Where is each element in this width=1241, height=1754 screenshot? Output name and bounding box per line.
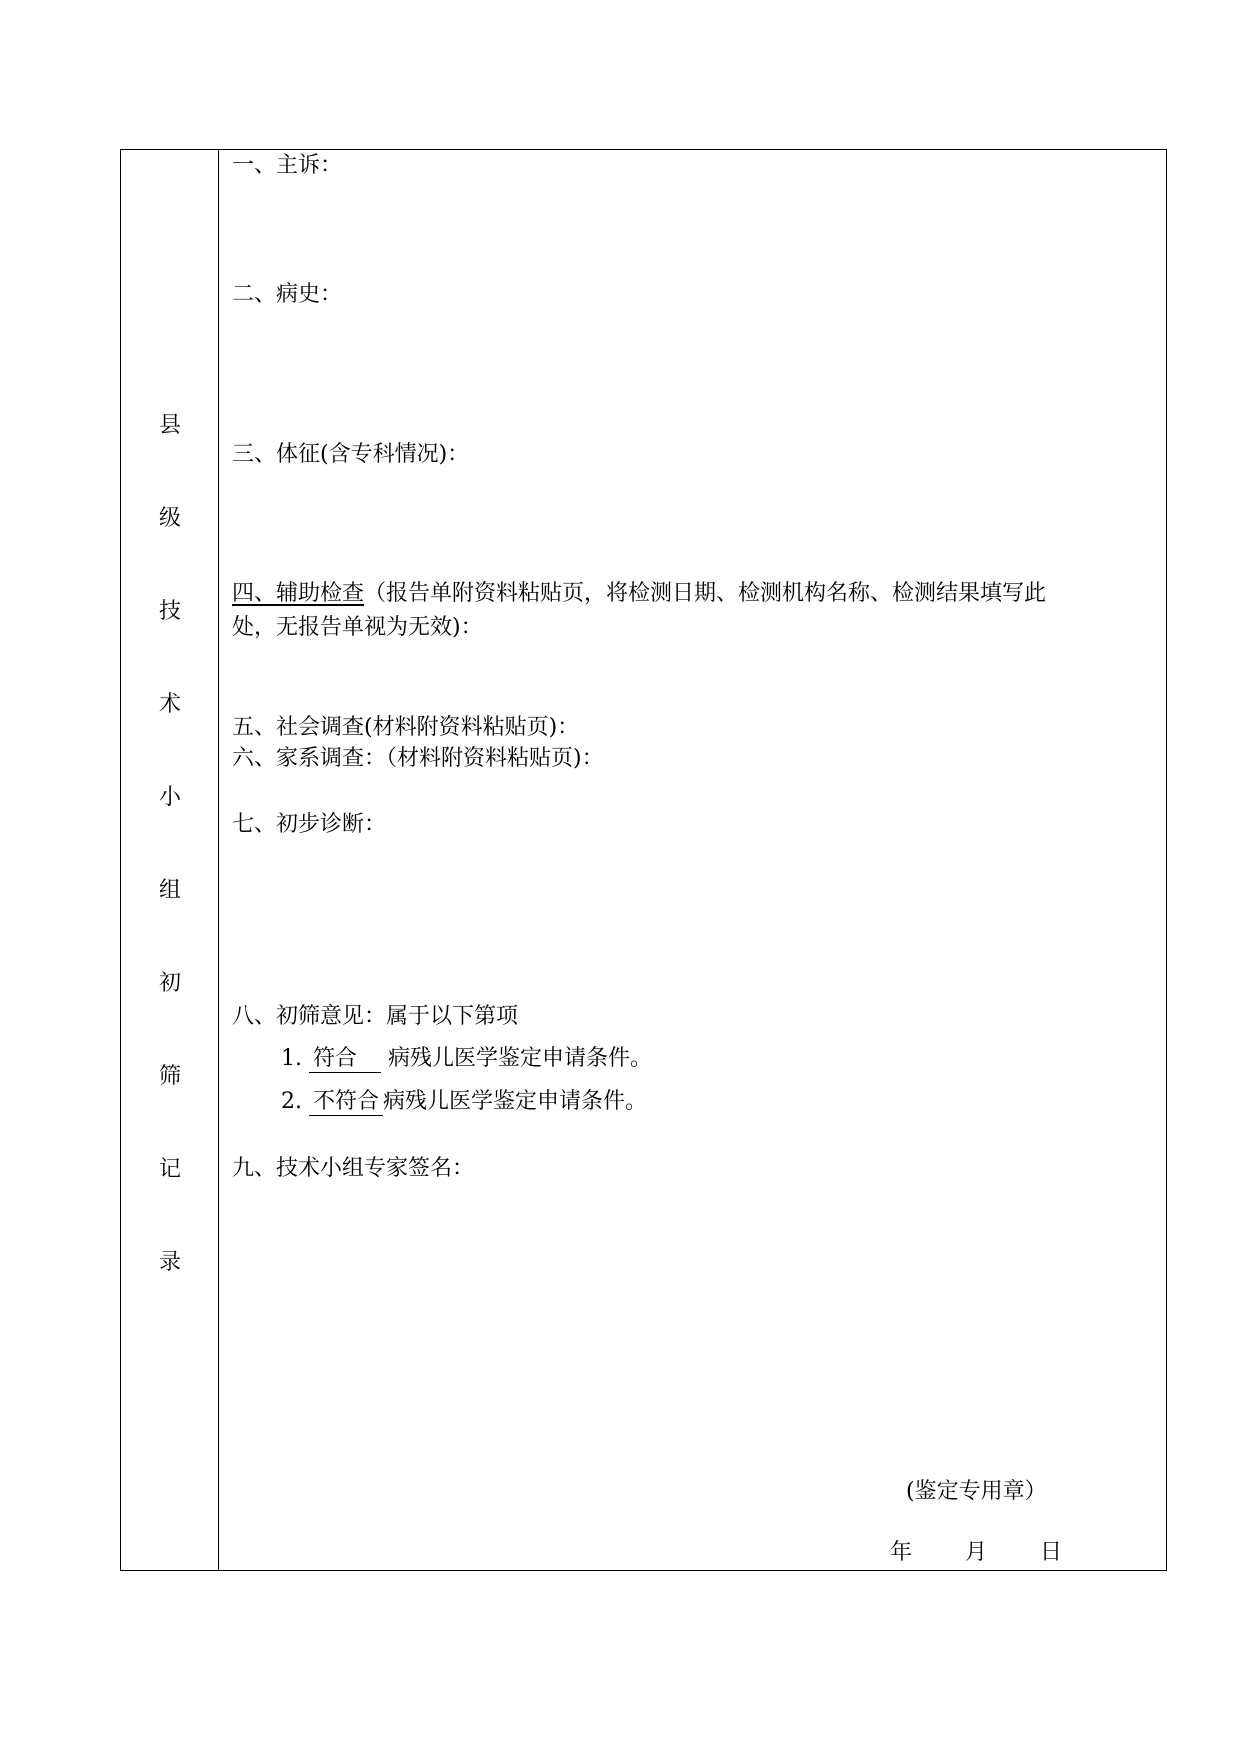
side-label-char: 录 [158,1250,181,1275]
option-blank-not-qualify: 不符合 [309,1089,383,1116]
side-label-char: 县 [158,413,181,438]
section-medical-history: 二、病史： [232,282,343,307]
screening-record-table [120,149,1167,1571]
option-number: 2. [281,1089,302,1114]
section-chief-complaint: 一、主诉： [232,153,343,178]
section-family-survey [232,744,604,774]
side-label-char: 技 [158,599,181,624]
section-note: （报告单附资料粘贴页，将检测日期、检测机构名称、检测结果填写此 [364,581,1047,606]
section-auxiliary-exam [232,579,1046,609]
section-social-survey [232,713,579,743]
date-month-label: 月 [965,1540,988,1565]
section-physical-signs [232,440,469,470]
section-note: （材料附资料粘贴页)： [386,746,604,771]
official-seal-label: (鉴定专用章） [906,1479,1047,1504]
section-note: (材料附资料粘贴页)： [364,715,580,740]
side-label-column [121,150,219,1570]
section-expert-signatures: 九、技术小组专家签名： [232,1156,475,1181]
option-blank-qualify: 符合 [309,1046,381,1073]
side-label-char: 术 [158,692,181,717]
date-year-label: 年 [890,1540,913,1565]
side-label-char: 记 [158,1157,181,1182]
side-label-char: 小 [158,785,181,810]
side-label-char: 初 [158,971,181,996]
side-label-char: 级 [158,506,181,531]
option-text: 病残儿医学鉴定申请条件。 [383,1089,648,1114]
side-label-char: 筛 [158,1064,181,1089]
side-label-char: 组 [158,878,181,903]
option-text: 病残儿医学鉴定申请条件。 [388,1046,653,1071]
section-title: 三、体征 [232,442,321,467]
date-day-label: 日 [1040,1540,1063,1565]
option-number: 1. [281,1046,302,1071]
screening-option-2 [281,1087,647,1117]
screening-option-1 [281,1044,652,1074]
section-note-continued: 处，无报告单视为无效)： [232,615,483,640]
section-screening-opinion: 八、初筛意见：属于以下第项 [232,1004,519,1029]
section-note: (含专科情况)： [320,442,470,467]
record-content [219,150,1166,1570]
section-title: 四、辅助检查 [232,581,365,606]
section-preliminary-diagnosis: 七、初步诊断： [232,812,387,837]
section-title: 五、社会调查 [232,715,365,740]
section-title: 六、家系调查： [232,746,387,771]
